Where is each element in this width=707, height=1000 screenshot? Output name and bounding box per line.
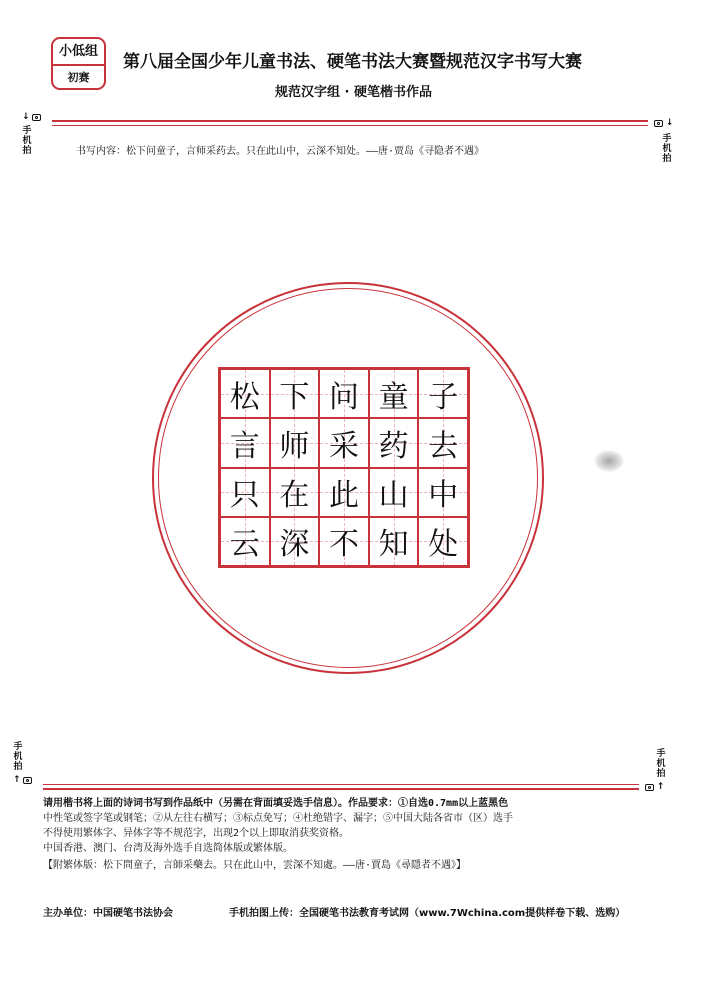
camera-icon bbox=[645, 784, 654, 791]
camera-marker-top-left bbox=[22, 112, 41, 123]
character-grid bbox=[218, 367, 470, 568]
phone-photo-label-bottom-right: 手 机 拍 bbox=[656, 749, 666, 779]
grid-cell: 师 bbox=[270, 418, 320, 467]
camera-icon bbox=[32, 114, 41, 121]
instruction-line-3: 不得使用繁体字、异体字等不规范字，出现2个以上即取消获奖资格。 bbox=[43, 828, 350, 839]
ink-smudge bbox=[594, 450, 624, 472]
badge-stage-label: 初赛 bbox=[67, 71, 90, 84]
phone-photo-label-top-right: 手 机 拍 bbox=[662, 134, 672, 164]
grid-cell: 松 bbox=[220, 369, 270, 418]
camera-marker-top-right bbox=[654, 118, 673, 129]
grid-cell: 深 bbox=[270, 517, 320, 566]
page-subtitle: 规范汉字组 · 硬笔楷书作品 bbox=[275, 85, 432, 100]
instruction-line-4: 中国香港、澳门、台湾及海外选手自选简体版或繁体版。 bbox=[43, 843, 293, 854]
camera-icon bbox=[654, 120, 663, 127]
writing-content: 书写内容：松下问童子，言师采药去。只在此山中，云深不知处。——唐·贾岛《寻隐者不遇》 bbox=[76, 146, 485, 157]
grid-cell: 下 bbox=[270, 369, 320, 418]
camera-marker-bottom-left bbox=[13, 775, 32, 786]
grid-cell: 不 bbox=[319, 517, 369, 566]
grid-cell: 云 bbox=[220, 517, 270, 566]
footer-rule bbox=[43, 788, 639, 790]
header-rule-thin bbox=[52, 125, 648, 126]
grid-cell: 中 bbox=[418, 468, 468, 517]
instruction-line-2: 中性笔或签字笔或钢笔；②从左往右横写；③标点免写；④杜绝错字、漏字；⑤中国大陆各省市（区）选手 bbox=[43, 813, 513, 824]
header-rule bbox=[52, 120, 648, 122]
grid-cell: 药 bbox=[369, 418, 419, 467]
phone-photo-label-bottom-left: 手 机 拍 bbox=[13, 742, 23, 772]
grid-cell: 处 bbox=[418, 517, 468, 566]
phone-photo-label-top-left: 手 机 拍 bbox=[22, 126, 32, 156]
instruction-line-1: 请用楷书将上面的诗词书写到作品纸中（另需在背面填妥选手信息）。作品要求：①自选0.7mm以上蓝黑色 bbox=[43, 798, 509, 809]
up-arrow-icon: ↑ bbox=[656, 782, 665, 792]
camera-icon bbox=[23, 777, 32, 784]
grid-cell: 知 bbox=[369, 517, 419, 566]
camera-marker-bottom-right bbox=[645, 782, 664, 793]
up-arrow-icon: ↑ bbox=[13, 775, 21, 785]
grid-cell: 在 bbox=[270, 468, 320, 517]
grid-cell: 采 bbox=[319, 418, 369, 467]
grid-cell: 只 bbox=[220, 468, 270, 517]
grid-cell: 子 bbox=[418, 369, 468, 418]
grid-cell: 去 bbox=[418, 418, 468, 467]
down-arrow-icon: ↓ bbox=[665, 118, 674, 128]
upload-info: 手机拍图上传：全国硬笔书法教育考试网（www.7Wchina.com提供样卷下载、选购） bbox=[229, 908, 626, 919]
page-title: 第八届全国少年儿童书法、硬笔书法大赛暨规范汉字书写大赛 bbox=[123, 52, 582, 72]
down-arrow-icon: ↓ bbox=[22, 112, 30, 122]
badge-group-label: 小低组 bbox=[53, 39, 104, 66]
grid-cell: 此 bbox=[319, 468, 369, 517]
grid-cell: 山 bbox=[369, 468, 419, 517]
grid-cell: 言 bbox=[220, 418, 270, 467]
grid-cell: 童 bbox=[369, 369, 419, 418]
footer-rule-thin bbox=[43, 784, 639, 785]
organizer: 主办单位：中国硬笔书法协会 bbox=[43, 908, 173, 919]
grid-cell: 问 bbox=[319, 369, 369, 418]
traditional-version: 【附繁体版：松下問童子，言師采藥去。只在此山中，雲深不知處。——唐·賈島《尋隱者不遇》】 bbox=[43, 860, 467, 871]
